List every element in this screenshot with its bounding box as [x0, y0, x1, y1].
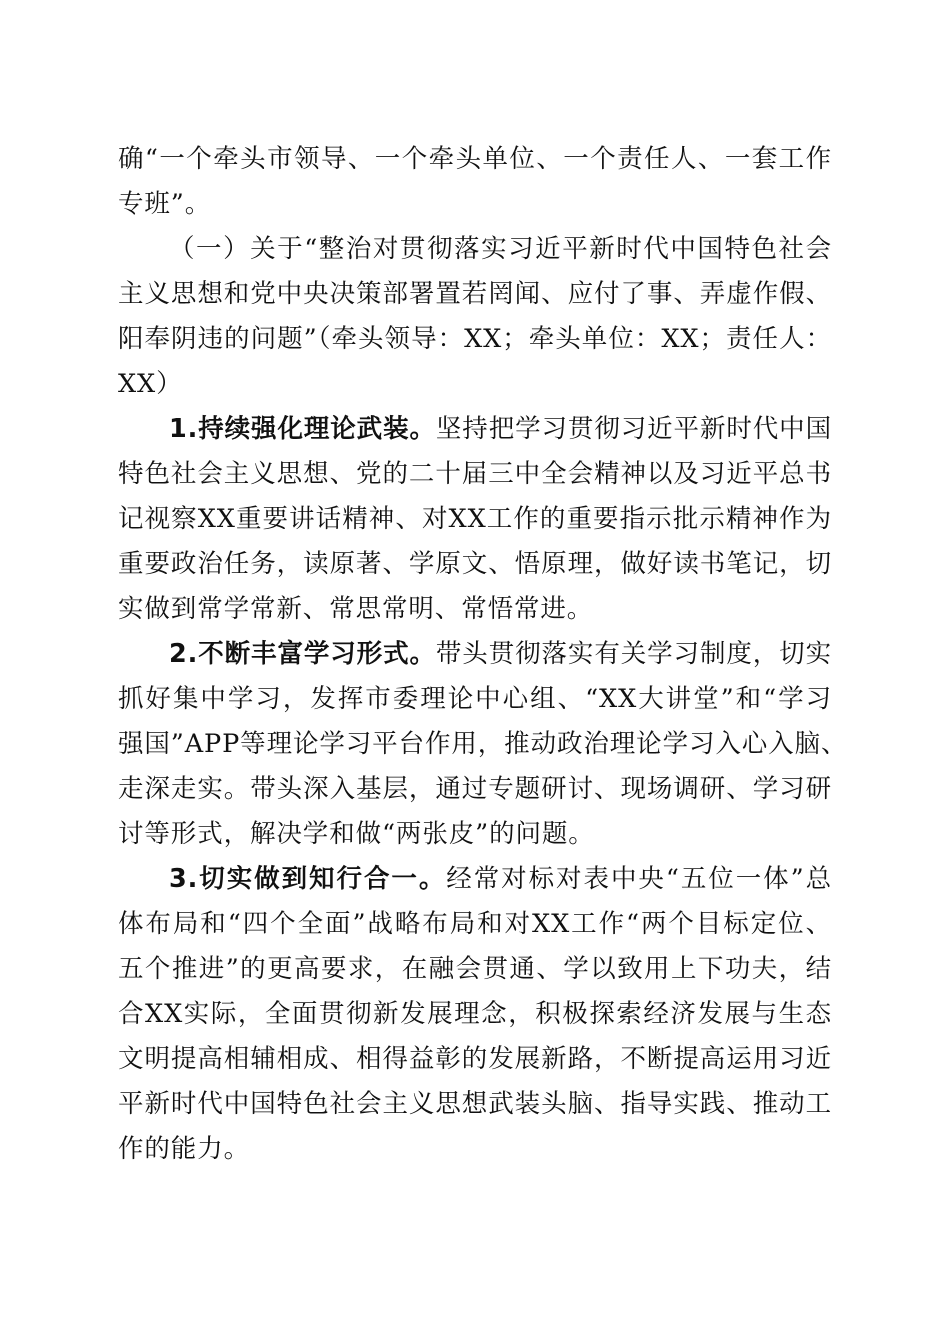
item-2-text: 带头贯彻落实有关学习制度，切实 — [435, 639, 832, 669]
text-line: 讨等形式，解决学和做“两张皮”的问题。 — [118, 819, 595, 849]
document-body — [118, 137, 848, 1172]
text-line — [118, 857, 832, 902]
text-line: 五个推进”的更高要求，在融会贯通、学以致用上下功夫，结 — [118, 954, 832, 984]
text-line — [118, 407, 832, 452]
item-3 — [118, 857, 832, 1172]
paragraph-intro — [118, 137, 832, 227]
item-1 — [118, 407, 832, 632]
text-line: XX） — [118, 369, 183, 399]
item-3-title: 3.切实做到知行合一。 — [169, 864, 447, 894]
text-line — [118, 632, 832, 677]
text-line: 特色社会主义思想、党的二十届三中全会精神以及习近平总书 — [118, 459, 832, 489]
text-line: 阳奉阴违的问题”（牵头领导：XX；牵头单位：XX；责任人： — [118, 324, 832, 354]
text-line: 作的能力。 — [118, 1134, 251, 1164]
text-line: 抓好集中学习，发挥市委理论中心组、“XX大讲堂”和“学习 — [118, 684, 832, 714]
text-line: 记视察XX重要讲话精神、对XX工作的重要指示批示精神作为 — [118, 504, 832, 534]
text-line: 强国”APP等理论学习平台作用，推动政治理论学习入心入脑、 — [118, 729, 848, 759]
text-line: 实做到常学常新、常思常明、常悟常进。 — [118, 594, 594, 624]
section-heading-1 — [118, 227, 832, 407]
text-line: 专班”。 — [118, 189, 212, 219]
item-2-title: 2.不断丰富学习形式。 — [169, 639, 436, 669]
text-line: 合XX实际，全面贯彻新发展理念，积极探索经济发展与生态 — [118, 999, 832, 1029]
item-1-title: 1.持续强化理论武装。 — [169, 414, 436, 444]
item-2 — [118, 632, 848, 857]
item-3-text: 经常对标对表中央“五位一体”总 — [446, 864, 832, 894]
text-line: 平新时代中国特色社会主义思想武装头脑、指导实践、推动工 — [118, 1089, 832, 1119]
text-line: 文明提高相辅相成、相得益彰的发展新路，不断提高运用习近 — [118, 1044, 832, 1074]
text-line: 重要政治任务，读原著、学原文、悟原理，做好读书笔记，切 — [118, 549, 832, 579]
text-line: 主义思想和党中央决策部署置若罔闻、应付了事、弄虚作假、 — [118, 279, 832, 309]
text-line: 体布局和“四个全面”战略布局和对XX工作“两个目标定位、 — [118, 909, 832, 939]
text-line: （一）关于“整治对贯彻落实习近平新时代中国特色社会 — [169, 234, 832, 264]
text-line: 走深走实。带头深入基层，通过专题研讨、现场调研、学习研 — [118, 774, 832, 804]
item-1-text: 坚持把学习贯彻习近平新时代中国 — [435, 414, 832, 444]
text-line: 确“一个牵头市领导、一个牵头单位、一个责任人、一套工作 — [118, 144, 832, 174]
